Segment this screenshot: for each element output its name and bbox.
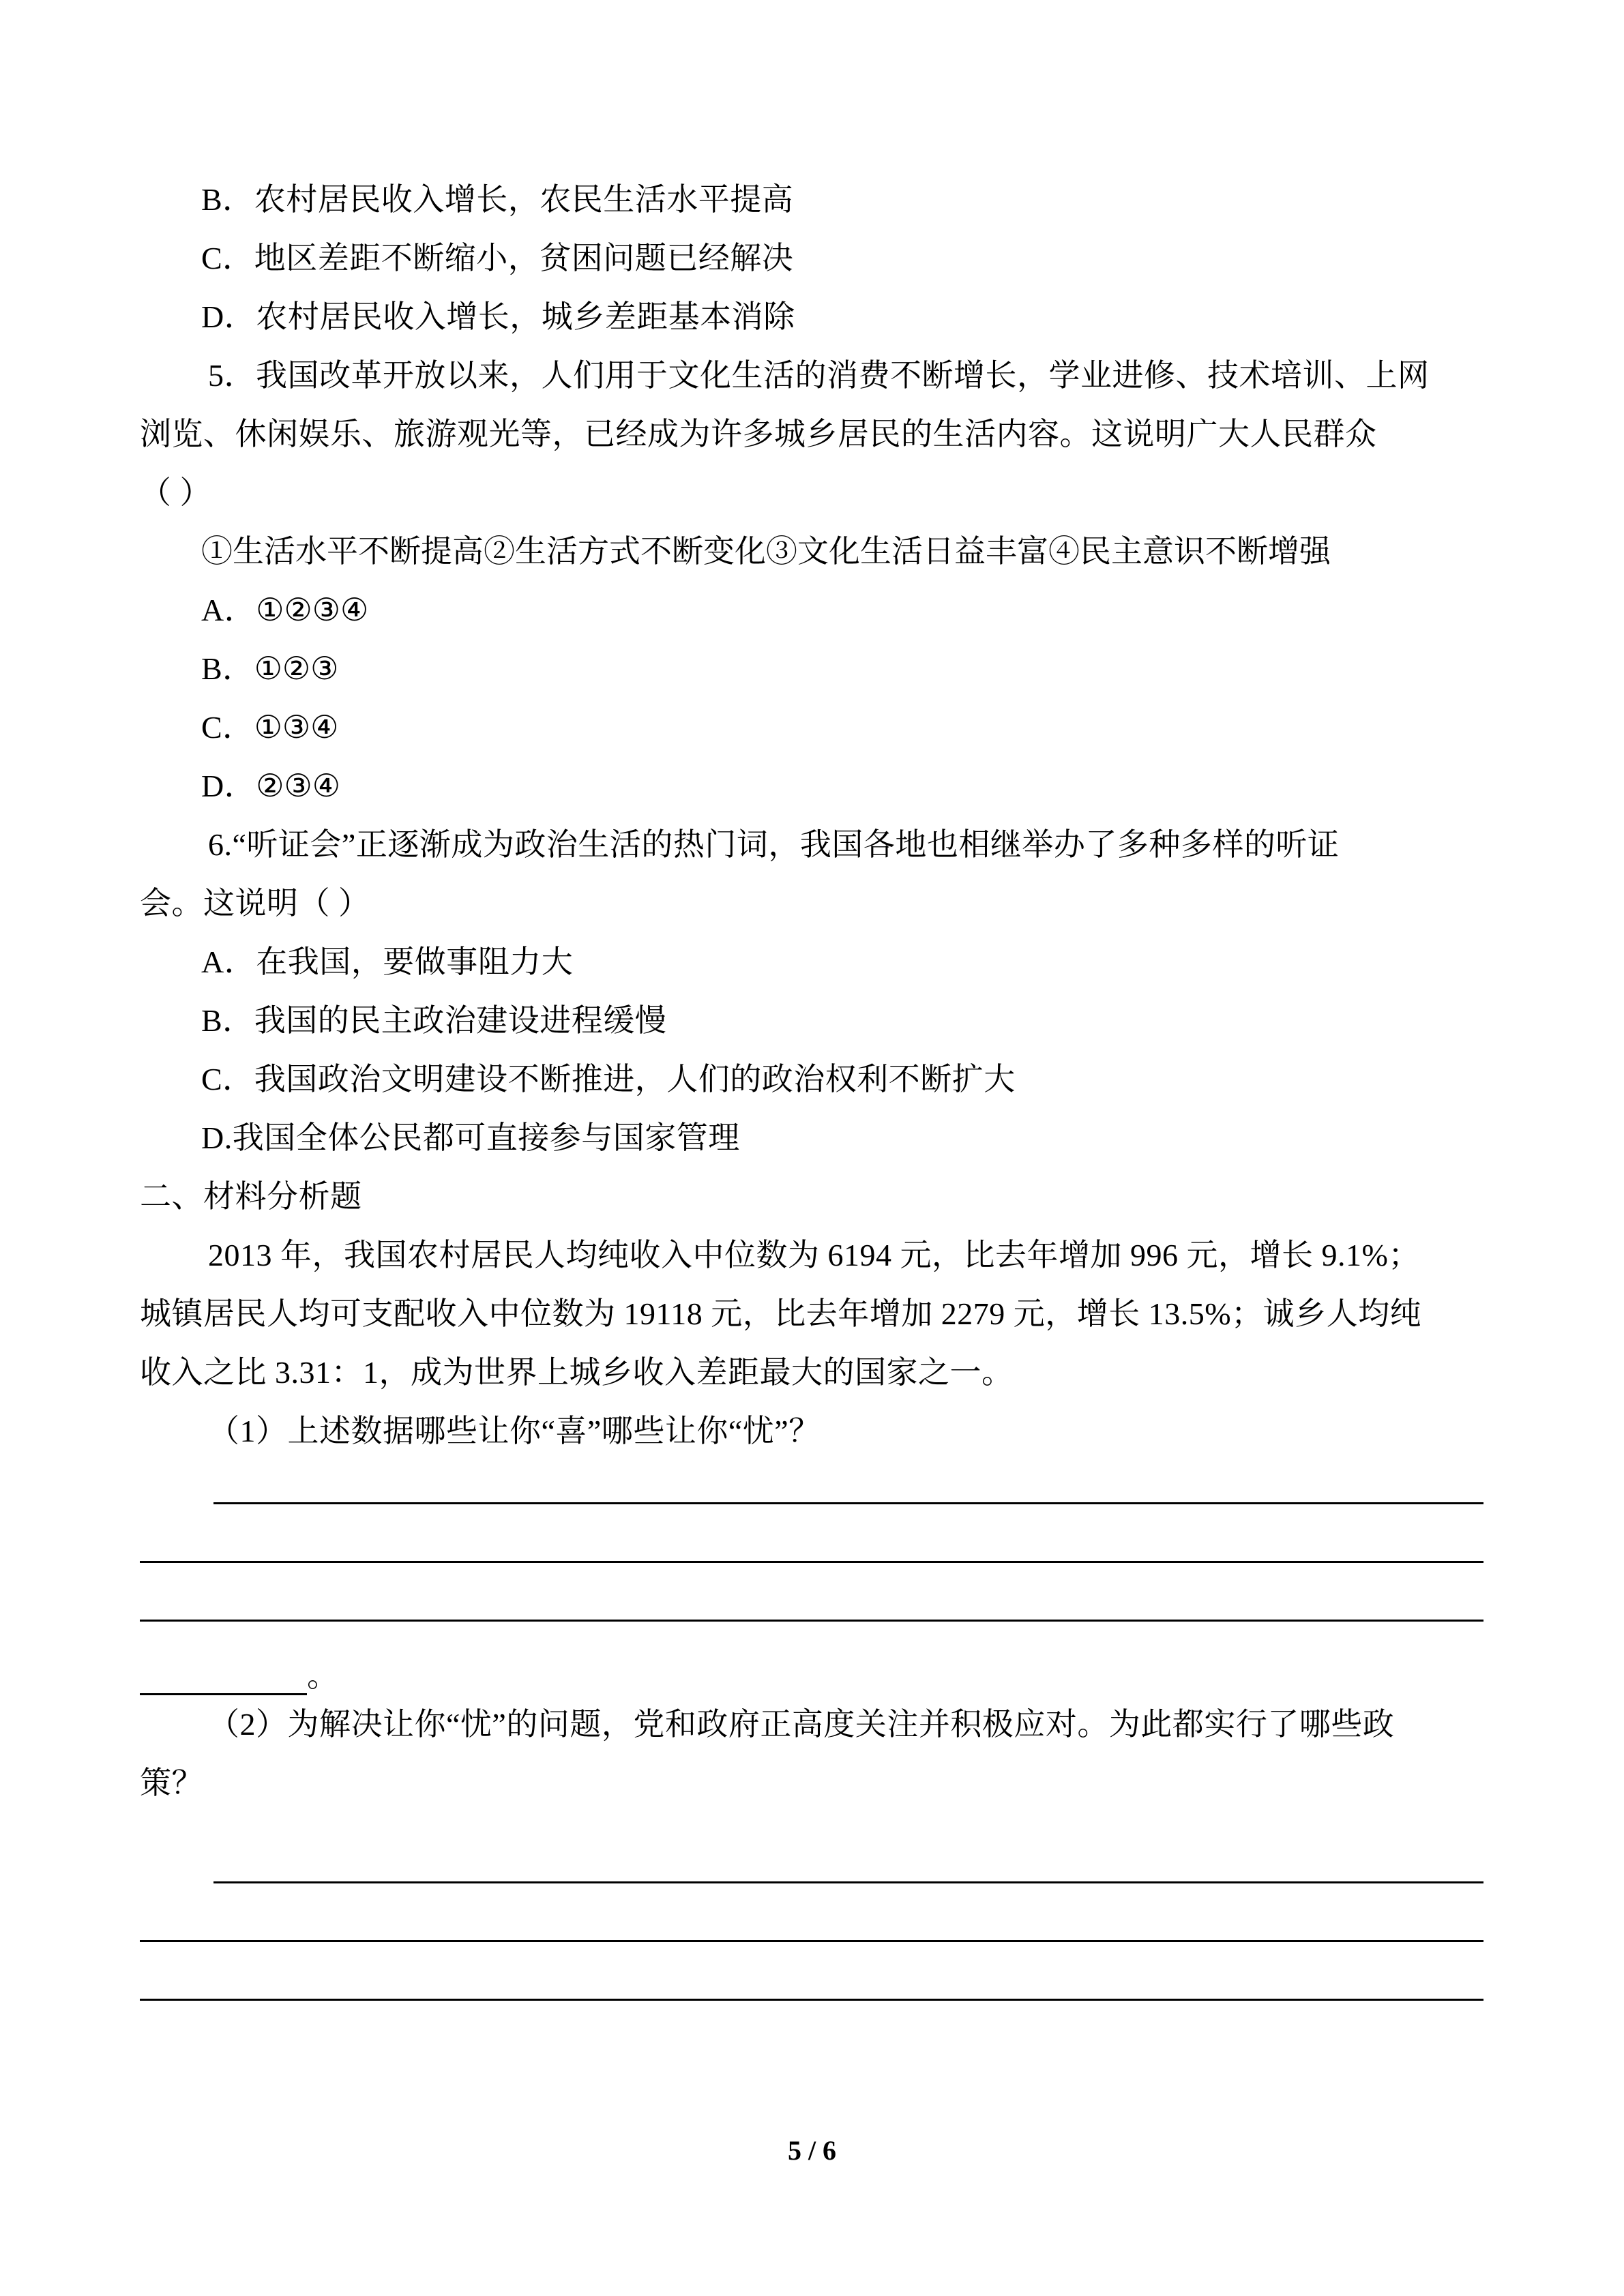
question6-stem-line2: 会。这说明（ ） bbox=[140, 886, 370, 921]
question5-stem-line1 bbox=[140, 346, 1483, 405]
question4-option-d bbox=[140, 288, 1483, 346]
question6-option-c bbox=[140, 1050, 1483, 1109]
answer-line-final-row bbox=[140, 1637, 1483, 1695]
question5-stem-line3: （ ） bbox=[140, 475, 211, 510]
material-line3: 收入之比 3.31：1，成为世界上城乡收入差距最大的国家之一。 bbox=[140, 1355, 1014, 1390]
answer-line[interactable] bbox=[140, 1578, 1483, 1637]
option-letter: D． bbox=[201, 769, 256, 803]
question5-option-b bbox=[140, 640, 1483, 698]
answer-period: 。 bbox=[307, 1658, 338, 1693]
question-number: 5． bbox=[208, 358, 256, 393]
answer-line-short[interactable] bbox=[140, 1655, 307, 1695]
material-line2: 城镇居民人均可支配收入中位数为 19118 元，比去年增加 2279 元，增长 13.5%；诚乡人均纯 bbox=[140, 1296, 1422, 1331]
option-letter: C． bbox=[201, 710, 254, 745]
option-letter: B． bbox=[201, 1003, 254, 1038]
option-text: ①②③ bbox=[254, 651, 339, 686]
answer-line[interactable] bbox=[140, 1957, 1483, 2016]
page-footer: 5 / 6 bbox=[787, 2135, 837, 2166]
material-line1: 2013 年，我国农村居民人均纯收入中位数为 6194 元，比去年增加 996 元，增长 9.1%； bbox=[208, 1238, 1420, 1272]
question5-statements: ①生活水平不断提高②生活方式不断变化③文化生活日益丰富④民主意识不断增强 bbox=[201, 534, 1331, 569]
answer-line[interactable] bbox=[140, 1519, 1483, 1578]
option-text: 我国全体公民都可直接参与国家管理 bbox=[232, 1120, 740, 1155]
option-letter: B． bbox=[201, 182, 254, 217]
option-letter: B． bbox=[201, 651, 254, 686]
question6-stem-line1 bbox=[140, 816, 1483, 874]
answer-line[interactable] bbox=[140, 1840, 1483, 1898]
question4-option-b bbox=[140, 170, 1483, 229]
option-text: 在我国，要做事阻力大 bbox=[256, 944, 574, 979]
option-text: ②③④ bbox=[256, 769, 340, 803]
question5-option-d bbox=[140, 757, 1483, 816]
answer-line[interactable] bbox=[140, 1461, 1483, 1519]
option-text: 我国政治文明建设不断推进，人们的政治权利不断扩大 bbox=[254, 1062, 1016, 1097]
question6-option-b bbox=[140, 992, 1483, 1050]
option-letter: A． bbox=[201, 593, 256, 627]
page-content bbox=[140, 170, 1483, 2016]
question5-stem-line2: 浏览、休闲娱乐、旅游观光等，已经成为许多城乡居民的生活内容。这说明广大人民群众 bbox=[140, 417, 1377, 451]
section2-heading: 二、材料分析题 bbox=[140, 1179, 362, 1214]
question6-option-a bbox=[140, 933, 1483, 992]
question5-option-c bbox=[140, 698, 1483, 757]
sub-question-1-label: （1）上述数据哪些让你“喜”哪些让你“忧”？ bbox=[208, 1414, 821, 1448]
option-letter: D． bbox=[201, 299, 256, 334]
question6-option-d bbox=[140, 1109, 1483, 1167]
option-text: 农村居民收入增长，农民生活水平提高 bbox=[254, 182, 794, 217]
question5-option-a bbox=[140, 581, 1483, 640]
question-stem: 我国改革开放以来，人们用于文化生活的消费不断增长，学业进修、技术培训、上网 bbox=[256, 358, 1430, 393]
question4-option-c bbox=[140, 229, 1483, 288]
sub-question-2-label-line2: 策？ bbox=[140, 1765, 203, 1800]
option-letter: A． bbox=[201, 944, 256, 979]
option-letter: D. bbox=[201, 1120, 233, 1155]
answer-line[interactable] bbox=[140, 1898, 1483, 1957]
question-stem: “听证会”正逐渐成为政治生活的热门词，我国各地也相继举办了多种多样的听证 bbox=[232, 827, 1340, 862]
option-letter: C． bbox=[201, 241, 254, 275]
option-text: 我国的民主政治建设进程缓慢 bbox=[254, 1003, 667, 1038]
question-number: 6. bbox=[208, 827, 233, 862]
option-text: 农村居民收入增长，城乡差距基本消除 bbox=[256, 299, 795, 334]
option-text: ①②③④ bbox=[256, 593, 369, 627]
sub-question-2-label-line1: （2）为解决让你“忧”的问题，党和政府正高度关注并积极应对。为此都实行了哪些政 bbox=[208, 1707, 1395, 1742]
option-letter: C． bbox=[201, 1062, 254, 1097]
option-text: 地区差距不断缩小，贫困问题已经解决 bbox=[254, 241, 794, 275]
option-text: ①③④ bbox=[254, 710, 339, 745]
